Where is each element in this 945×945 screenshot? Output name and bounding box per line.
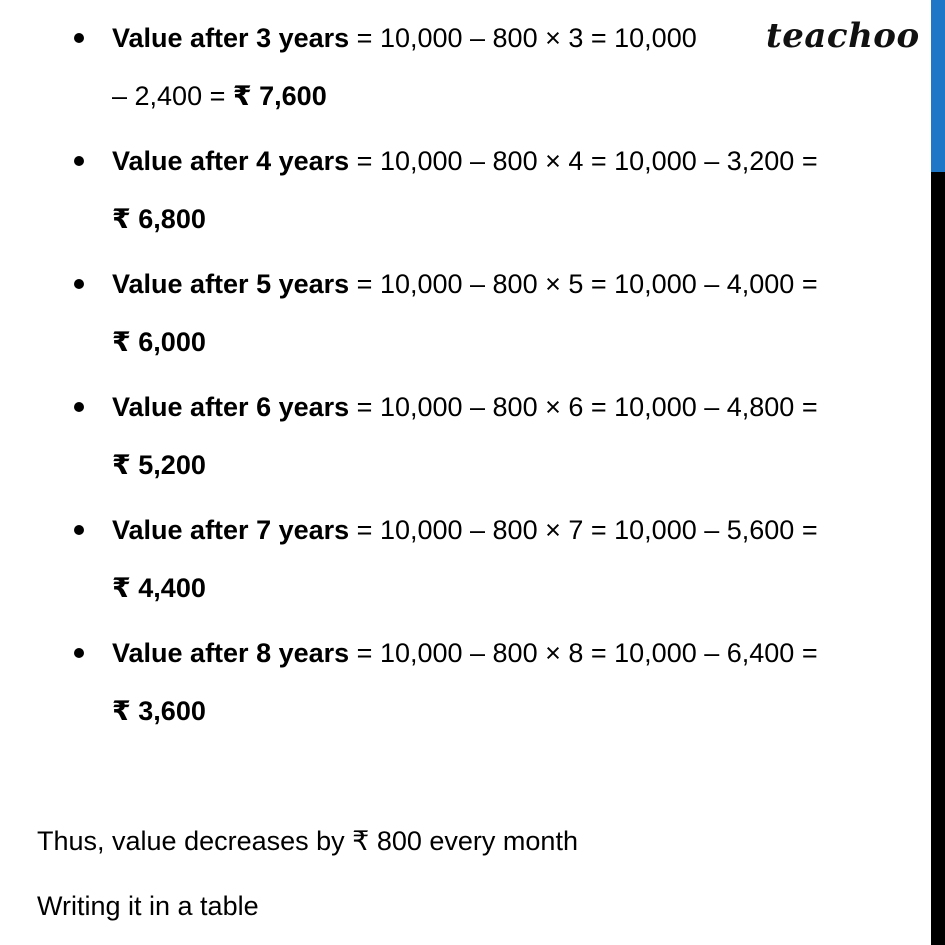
step-expression: = 10,000 – 800 × 6 = 10,000 – 4,800 =	[349, 392, 818, 422]
step-expression-cont: – 2,400 =	[112, 81, 233, 111]
step-continuation	[112, 695, 206, 727]
step-continuation	[112, 203, 206, 235]
step-expression: = 10,000 – 800 × 3 = 10,000	[349, 23, 697, 53]
step-continuation	[112, 80, 327, 112]
step-label: Value after 8 years	[112, 638, 350, 668]
step-label: Value after 4 years	[112, 146, 350, 176]
step-label: Value after 3 years	[112, 23, 350, 53]
step-result: ₹ 7,600	[232, 81, 327, 111]
teachoo-logo: teachoo	[766, 16, 920, 56]
step-line-5	[112, 514, 818, 546]
step-expression: = 10,000 – 800 × 4 = 10,000 – 3,200 =	[349, 146, 818, 176]
step-expression: = 10,000 – 800 × 5 = 10,000 – 4,000 =	[349, 269, 818, 299]
step-continuation	[112, 572, 206, 604]
step-continuation	[112, 326, 206, 358]
next-step-text: Writing it in a table	[37, 891, 259, 921]
step-result: ₹ 4,400	[112, 573, 206, 603]
bullet-icon	[74, 525, 84, 535]
step-result: ₹ 6,800	[112, 204, 206, 234]
step-result: ₹ 3,600	[112, 696, 206, 726]
bullet-icon	[74, 33, 84, 43]
step-line-1	[112, 22, 697, 54]
step-expression: = 10,000 – 800 × 8 = 10,000 – 6,400 =	[349, 638, 818, 668]
step-continuation	[112, 449, 206, 481]
step-line-2	[112, 145, 818, 177]
bullet-icon	[74, 402, 84, 412]
bullet-icon	[74, 648, 84, 658]
step-label: Value after 5 years	[112, 269, 350, 299]
step-expression: = 10,000 – 800 × 7 = 10,000 – 5,600 =	[349, 515, 818, 545]
step-line-3	[112, 268, 818, 300]
step-line-6	[112, 637, 818, 669]
step-line-4	[112, 391, 818, 423]
step-result: ₹ 6,000	[112, 327, 206, 357]
step-label: Value after 7 years	[112, 515, 350, 545]
step-result: ₹ 5,200	[112, 450, 206, 480]
bullet-icon	[74, 156, 84, 166]
step-label: Value after 6 years	[112, 392, 350, 422]
conclusion-text: Thus, value decreases by ₹ 800 every month	[37, 826, 578, 856]
scrollbar-thumb[interactable]	[931, 0, 945, 172]
bullet-icon	[74, 279, 84, 289]
